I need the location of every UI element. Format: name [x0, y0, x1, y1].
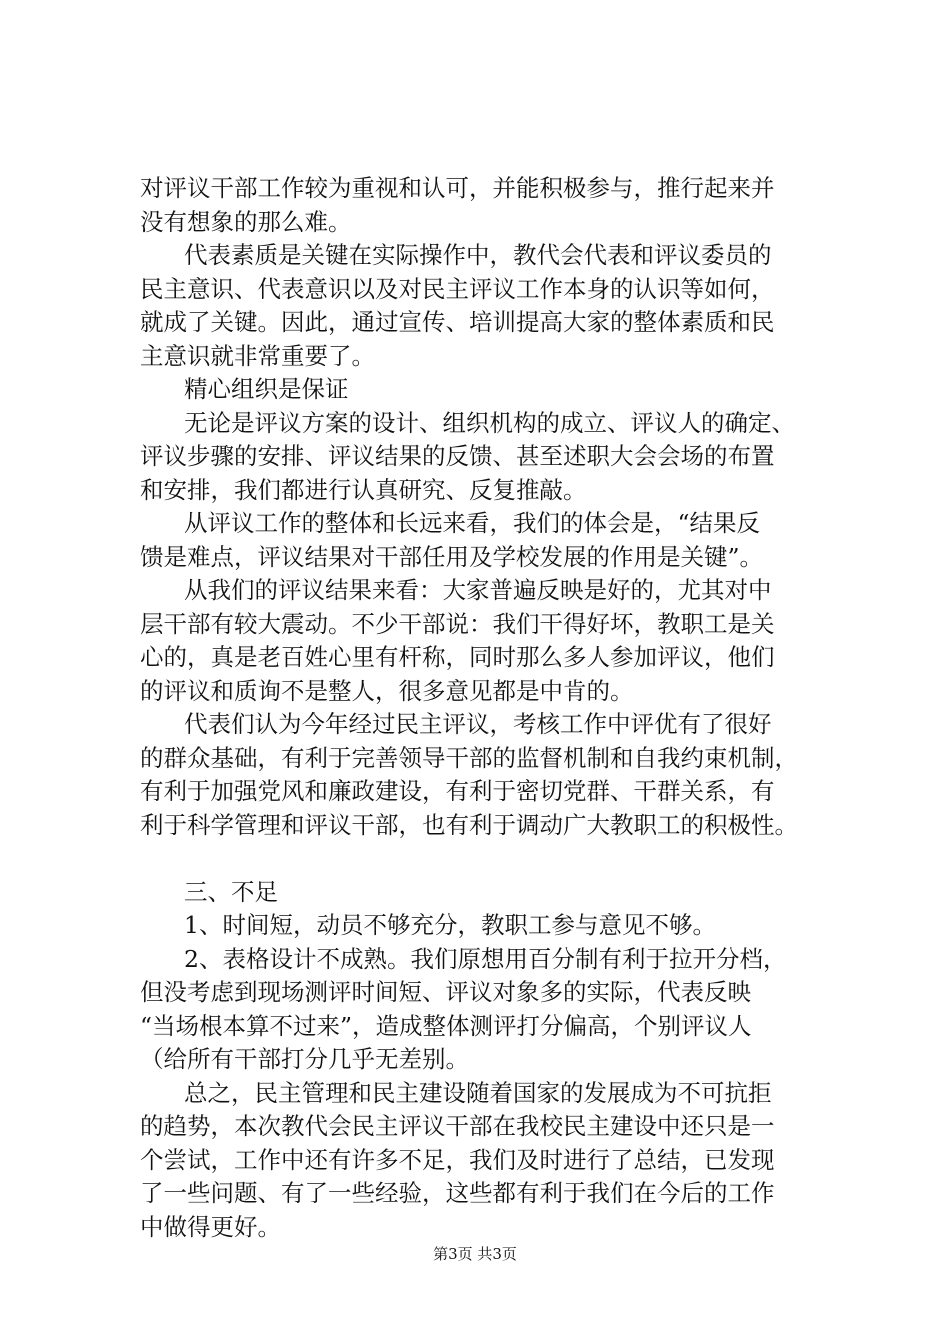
text-line: 从评议工作的整体和长远来看，我们的体会是，“结果反: [184, 509, 761, 537]
paragraph: [140, 943, 840, 1077]
text-line: 代表素质是关键在实际操作中，教代会代表和评议委员的: [184, 241, 772, 269]
text-line: 个尝试，工作中还有许多不足，我们及时进行了总结，已发现: [140, 1145, 775, 1174]
text-line: 心的，真是老百姓心里有杆称，同时那么多人参加评议，他们: [140, 643, 775, 671]
page-footer: 第3页 共3页: [433, 1245, 517, 1263]
paragraph: [140, 1077, 840, 1245]
text-line: 对评议干部工作较为重视和认可，并能积极参与，推行起来并: [140, 174, 775, 202]
text-line: 的评议和质询不是整人，很多意见都是中肯的。: [140, 676, 634, 705]
text-line: （给所有干部打分几乎无差别。: [140, 1045, 469, 1073]
paragraph: [140, 373, 840, 407]
text-line: 的趋势，本次教代会民主评议干部在我校民主建设中还只是一: [140, 1112, 775, 1140]
text-line: 有利于加强党风和廉政建设，有利于密切党群、干群关系，有: [140, 777, 775, 805]
text-line: 馈是难点，评议结果对干部任用及学校发展的作用是关键”。: [140, 542, 764, 571]
text-line: 层干部有较大震动。不少干部说：我们干得好坏，教职工是关: [140, 609, 775, 638]
text-line: 中做得更好。: [140, 1212, 281, 1241]
paragraph: [140, 708, 840, 842]
paragraph: [140, 574, 840, 708]
text-line: 无论是评议方案的设计、组织机构的成立、评议人的确定、: [184, 408, 795, 437]
text-line: 2、表格设计不成熟。我们原想用百分制有利于拉开分档，: [184, 944, 787, 973]
text-line: 了一些问题、有了一些经验，这些都有利于我们在今后的工作: [140, 1179, 775, 1207]
paragraph: [140, 172, 840, 239]
text-line: 的群众基础，有利于完善领导干部的监督机制和自我约束机制，: [140, 743, 798, 772]
paragraph: [140, 507, 840, 574]
text-line: 利于科学管理和评议干部，也有利于调动广大教职工的积极性。: [140, 810, 798, 839]
text-line: 评议步骤的安排、评议结果的反馈、甚至述职大会会场的布置: [140, 442, 775, 470]
paragraph: [140, 239, 840, 373]
text-line: 就成了关键。因此，通过宣传、培训提高大家的整体素质和民: [140, 308, 775, 336]
paragraph: [140, 407, 840, 508]
paragraph: [140, 876, 840, 910]
text-line: 主意识就非常重要了。: [140, 341, 375, 370]
text-line: 但没考虑到现场测评时间短、评议对象多的实际，代表反映: [140, 978, 751, 1006]
text-line: 没有想象的那么难。: [140, 207, 352, 236]
text-line: 和安排，我们都进行认真研究、反复推敲。: [140, 475, 587, 504]
text-line: “当场根本算不过来”，造成整体测评打分偏高，个别评议人: [140, 1011, 752, 1040]
paragraph: [140, 909, 840, 943]
text-line: 精心组织是保证: [184, 375, 349, 403]
text-line: 1、时间短，动员不够充分，教职工参与意见不够。: [184, 911, 716, 939]
text-line: 民主意识、代表意识以及对民主评议工作本身的认识等如何，: [140, 274, 775, 303]
text-line: 总之，民主管理和民主建设随着国家的发展成为不可抗拒: [184, 1078, 772, 1107]
blank-line: [140, 842, 840, 876]
text-line: 三、不足: [184, 877, 278, 906]
text-line: 从我们的评议结果来看：大家普遍反映是好的，尤其对中: [184, 576, 772, 604]
document-body: [140, 172, 840, 1244]
text-line: 代表们认为今年经过民主评议，考核工作中评优有了很好: [184, 710, 772, 738]
